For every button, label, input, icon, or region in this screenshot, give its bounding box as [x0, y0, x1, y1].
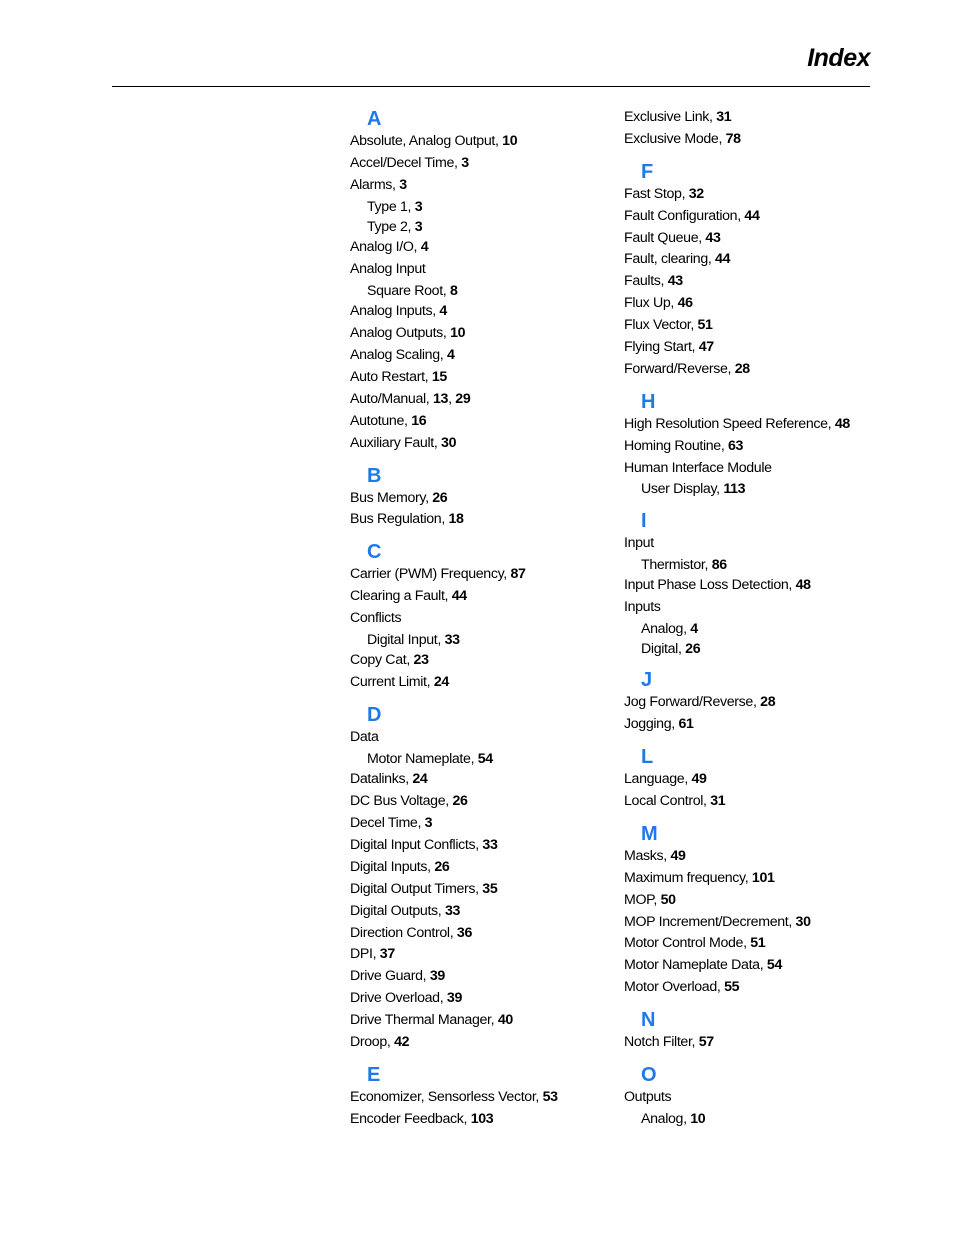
entry-term: DC Bus Voltage, — [350, 793, 453, 810]
page-number: 39 — [446, 990, 462, 1007]
entry-term: Flux Up, — [624, 295, 678, 312]
index-entry — [350, 835, 620, 857]
entry-term: Autotune, — [350, 412, 412, 429]
page-number: 46 — [677, 295, 693, 312]
page-number: 10 — [502, 133, 518, 149]
entry-term: Bus Regulation, — [350, 511, 449, 528]
page-number: 33 — [444, 632, 460, 649]
section-letter-b: B — [367, 464, 382, 487]
entry-term: Fault, clearing, — [624, 251, 716, 268]
index-entry — [350, 509, 620, 531]
entry-term: Language, — [624, 771, 692, 788]
entry-term: Local Control, — [624, 793, 711, 809]
entry-term: High Resolution Speed Reference, — [624, 415, 835, 432]
entry-term: DPI, — [350, 946, 380, 963]
entry-term: Drive Guard, — [350, 968, 430, 985]
index-subentry — [641, 619, 894, 639]
page-number: 101 — [751, 869, 775, 886]
page-number: 8 — [450, 283, 458, 300]
index-entry — [350, 259, 620, 281]
entry-term: Human Interface Module — [624, 459, 772, 476]
index-entry — [350, 1032, 620, 1054]
index-entry — [624, 315, 894, 337]
index-column-right — [624, 107, 894, 1129]
page-number: 87 — [510, 566, 526, 583]
page-number: 3 — [424, 815, 433, 832]
section-letter-j: J — [641, 669, 653, 692]
page-number: 103 — [470, 1110, 494, 1127]
index-subentry — [367, 749, 620, 769]
page-number: 31 — [710, 793, 726, 809]
page-number: 13 — [433, 390, 449, 407]
index-entry — [624, 436, 894, 458]
entry-term: Notch Filter, — [624, 1034, 699, 1051]
page-number: 24 — [412, 771, 428, 788]
index-entry — [350, 901, 620, 923]
page-number: 3 — [414, 218, 423, 235]
entry-term: Analog, — [641, 1110, 691, 1127]
entry-term: Current Limit, — [350, 674, 434, 691]
index-entry — [350, 389, 620, 411]
index-entry — [350, 791, 620, 813]
page-number: 30 — [795, 913, 811, 930]
page-number: 33 — [444, 902, 461, 919]
page-number: 10 — [690, 1110, 706, 1127]
page-number: 4 — [439, 303, 447, 320]
index-entry — [350, 813, 620, 835]
entry-term: Digital Input Conflicts, — [350, 836, 483, 853]
index-subentry — [367, 281, 620, 301]
index-entry — [624, 977, 894, 999]
index-entry — [350, 1087, 620, 1109]
index-entry — [350, 857, 620, 879]
index-subentry — [367, 630, 620, 650]
entry-term: Datalinks, — [350, 771, 413, 788]
index-entry — [624, 228, 894, 250]
page-number: 4 — [446, 347, 455, 364]
entry-term: Analog Inputs, — [350, 303, 440, 320]
page-number: 51 — [697, 317, 713, 334]
entry-term: Jog Forward/Reverse, — [624, 694, 761, 711]
index-entry — [350, 769, 620, 791]
index-entry — [350, 1109, 620, 1131]
page-number: 3 — [461, 154, 469, 171]
index-entry — [350, 586, 620, 608]
section-letter-d: D — [367, 704, 382, 727]
entry-term: Digital Inputs, — [350, 858, 435, 875]
page-number: 61 — [678, 716, 694, 733]
page-number: 51 — [750, 935, 766, 952]
index-entry — [624, 359, 894, 381]
index-entry — [624, 271, 894, 293]
entry-term: Exclusive Mode, — [624, 130, 726, 147]
entry-term: Alarms, — [350, 176, 400, 193]
index-subentry — [641, 1109, 894, 1129]
entry-term: Analog, — [641, 620, 691, 637]
entry-term: Thermistor, — [641, 556, 712, 573]
entry-term: Analog Outputs, — [350, 325, 451, 342]
page-number: 3 — [414, 198, 423, 215]
page-number: 55 — [724, 979, 740, 996]
index-entry — [350, 237, 620, 259]
page-number: 24 — [433, 674, 449, 691]
entry-term: Input Phase Loss Detection, — [624, 576, 796, 593]
page-number: 47 — [698, 339, 714, 356]
page-number: 4 — [420, 239, 429, 256]
page-number: 57 — [698, 1034, 714, 1051]
index-entry — [350, 879, 620, 901]
entry-term: Drive Thermal Manager, — [350, 1012, 498, 1029]
entry-term: Flux Vector, — [624, 317, 698, 334]
entry-term: Clearing a Fault, — [350, 588, 452, 605]
page-number: 40 — [497, 1012, 513, 1029]
page-number: 48 — [795, 576, 811, 593]
entry-term: Faults, — [624, 273, 668, 290]
index-entry — [350, 944, 620, 966]
entry-term: Masks, — [624, 847, 671, 864]
index-entry — [350, 966, 620, 988]
section-letter-m: M — [641, 822, 658, 845]
entry-term: Fast Stop, — [624, 185, 689, 202]
page-number: 43 — [705, 229, 721, 246]
entry-term: Type 1, — [367, 198, 415, 215]
page-number: 30 — [441, 434, 457, 451]
page-number: 35 — [482, 880, 498, 897]
page-number: 26 — [685, 641, 701, 658]
index-entry — [624, 714, 894, 736]
entry-term: Inputs — [624, 598, 661, 615]
entry-term: Decel Time, — [350, 815, 425, 832]
entry-term: Flying Start, — [624, 339, 699, 356]
page-number: 33 — [482, 836, 498, 853]
entry-term: Homing Routine, — [624, 437, 729, 454]
page-number: 113 — [723, 481, 746, 498]
section-letter-a: A — [367, 108, 382, 130]
index-entry — [350, 301, 620, 323]
page-number: 28 — [760, 694, 776, 711]
index-entry — [350, 564, 620, 586]
index-entry — [350, 650, 620, 672]
entry-term: Motor Nameplate Data, — [624, 957, 767, 974]
index-entry — [624, 414, 894, 436]
index-entry — [624, 597, 894, 619]
entry-term: Droop, — [350, 1033, 395, 1050]
section-letter-l: L — [641, 746, 654, 769]
index-entry — [624, 769, 894, 791]
index-entry — [624, 129, 894, 151]
page-number: 37 — [379, 946, 395, 963]
entry-term: Direction Control, — [350, 924, 457, 941]
page-number: 23 — [413, 652, 429, 669]
page-title: Index — [807, 44, 870, 72]
index-entry — [624, 206, 894, 228]
page-number: 31 — [716, 109, 732, 125]
entry-term: Motor Nameplate, — [367, 751, 478, 767]
index-entry — [350, 345, 620, 367]
index-entry — [350, 1010, 620, 1032]
index-subentry — [641, 555, 894, 575]
page-number: 3 — [399, 176, 407, 193]
index-entry — [624, 868, 894, 890]
index-entry — [624, 533, 894, 555]
page-number: 86 — [711, 556, 727, 573]
index-entry — [624, 1087, 894, 1109]
index-entry — [624, 337, 894, 359]
page-number: 78 — [725, 130, 741, 147]
entry-term: Economizer, Sensorless Vector, — [350, 1088, 543, 1105]
entry-term: Fault Queue, — [624, 229, 706, 246]
section-letter-n: N — [641, 1009, 656, 1032]
page-number: 44 — [451, 588, 467, 605]
entry-term: Jogging, — [624, 716, 679, 733]
page-number: 36 — [456, 924, 472, 941]
entry-term: Carrier (PWM) Frequency, — [350, 566, 511, 583]
index-entry — [624, 692, 894, 714]
index-column-left — [350, 107, 620, 1131]
entry-term: Encoder Feedback, — [350, 1110, 471, 1127]
index-entry — [624, 1032, 894, 1054]
entry-term: Digital Input, — [367, 632, 445, 649]
index-entry — [350, 488, 620, 510]
index-entry — [350, 153, 620, 175]
page-number: 49 — [691, 771, 707, 788]
entry-term: MOP, — [624, 891, 661, 908]
entry-term: Input — [624, 534, 654, 551]
entry-term: Auxiliary Fault, — [350, 434, 442, 451]
page-number: 50 — [660, 891, 676, 908]
index-entry — [624, 791, 894, 813]
page-number: 26 — [432, 489, 448, 506]
index-entry — [624, 955, 894, 977]
index-entry — [624, 846, 894, 868]
index-subentry — [367, 217, 620, 237]
page-separator: , — [448, 390, 456, 407]
page-number: 28 — [734, 360, 750, 377]
index-entry — [624, 184, 894, 206]
entry-term: Data — [350, 729, 379, 746]
entry-term: Copy Cat, — [350, 652, 414, 669]
page-number: 18 — [448, 511, 464, 528]
entry-term: Square Root, — [367, 283, 450, 300]
entry-term: Analog I/O, — [350, 239, 421, 256]
index-entry — [350, 672, 620, 694]
page-number: 4 — [690, 620, 698, 637]
entry-term: Bus Memory, — [350, 489, 433, 506]
page-number: 44 — [744, 207, 760, 224]
entry-term: Type 2, — [367, 218, 415, 235]
page-number: 53 — [542, 1088, 558, 1105]
page-number: 48 — [834, 415, 850, 432]
index-entry — [350, 175, 620, 197]
index-entry — [624, 933, 894, 955]
entry-term: Digital Outputs, — [350, 902, 445, 919]
entry-term: Auto Restart, — [350, 369, 432, 386]
entry-term: Digital, — [641, 641, 686, 658]
header-divider — [112, 86, 870, 87]
page-number: 43 — [667, 273, 683, 290]
section-letter-i: I — [641, 509, 647, 532]
entry-term: Drive Overload, — [350, 990, 447, 1007]
index-subentry — [641, 479, 894, 499]
index-entry — [350, 433, 620, 455]
index-entry — [624, 107, 894, 129]
page-number: 42 — [394, 1033, 410, 1050]
index-entry — [624, 912, 894, 934]
section-letter-c: C — [367, 541, 382, 564]
index-entry — [350, 923, 620, 945]
index-entry — [624, 293, 894, 315]
entry-term: Analog Input — [350, 261, 426, 278]
page-number: 54 — [766, 957, 783, 974]
entry-term: Auto/Manual, — [350, 390, 433, 407]
section-letter-e: E — [367, 1063, 381, 1086]
page-number: 29 — [455, 390, 471, 407]
entry-term: User Display, — [641, 481, 724, 498]
index-entry — [350, 608, 620, 630]
page-number: 39 — [429, 968, 445, 985]
entry-term: Fault Configuration, — [624, 207, 745, 224]
entry-term: Analog Scaling, — [350, 347, 447, 364]
index-subentry — [641, 639, 894, 659]
index-entry — [350, 727, 620, 749]
index-entry — [350, 131, 620, 153]
page-number: 26 — [434, 858, 450, 875]
section-letter-h: H — [641, 390, 656, 413]
index-entry — [624, 249, 894, 271]
index-entry — [624, 890, 894, 912]
page-number: 44 — [715, 251, 731, 268]
index-subentry — [367, 197, 620, 217]
entry-term: Forward/Reverse, — [624, 360, 735, 377]
entry-term: Motor Control Mode, — [624, 935, 751, 952]
index-entry — [350, 367, 620, 389]
entry-term: Maximum frequency, — [624, 869, 752, 886]
page-number: 32 — [688, 185, 704, 202]
page-number: 54 — [477, 751, 493, 767]
section-letter-f: F — [641, 160, 654, 183]
entry-term: MOP Increment/Decrement, — [624, 913, 796, 930]
page-number: 16 — [411, 412, 427, 429]
index-entry — [624, 575, 894, 597]
page-number: 15 — [431, 369, 447, 386]
page-number: 63 — [728, 437, 744, 454]
entry-term: Digital Output Timers, — [350, 880, 483, 897]
entry-term: Accel/Decel Time, — [350, 154, 462, 171]
entry-term: Conflicts — [350, 610, 402, 627]
section-letter-o: O — [641, 1064, 657, 1087]
index-entry — [350, 323, 620, 345]
entry-term: Exclusive Link, — [624, 109, 717, 125]
page-number: 49 — [670, 847, 686, 864]
index-entry — [350, 988, 620, 1010]
page-number: 10 — [450, 325, 466, 342]
entry-term: Absolute, Analog Output, — [350, 133, 503, 149]
page-number: 26 — [452, 793, 468, 810]
entry-term: Motor Overload, — [624, 979, 725, 996]
entry-term: Outputs — [624, 1089, 672, 1106]
index-entry — [624, 458, 894, 480]
index-entry — [350, 411, 620, 433]
